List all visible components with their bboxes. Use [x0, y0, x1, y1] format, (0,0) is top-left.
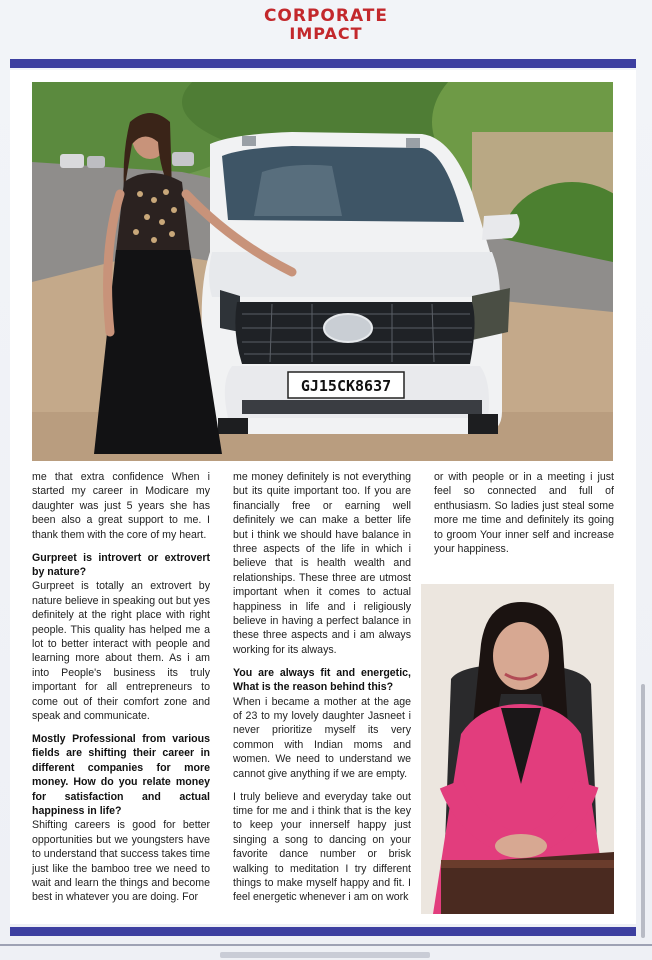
top-divider-bar	[10, 59, 636, 68]
footer-text-blurred	[220, 952, 430, 958]
answer-money: Shifting careers is good for better opportunities but we youngsters have to understand that success takes time just like the bamboo tree we need to wait and learn the things and become best in whatever you are doing. For	[32, 819, 210, 904]
hero-photo	[32, 82, 613, 461]
article-column-3	[434, 470, 614, 565]
masthead-line1: CORPORATE	[263, 6, 389, 26]
scrollbar[interactable]	[641, 684, 645, 938]
masthead-line2: IMPACT	[289, 23, 363, 43]
col1-paragraph: me that extra confidence When i started my career in Modicare my daughter was just 5 years she has been also a great support to me. I thank them with the core of my heart.	[32, 471, 210, 541]
question-introvert: Gurpreet is introvert or extrovert by nature?	[32, 551, 210, 578]
col2-closing-paragraph: I truly believe and everyday take out time for me and i think that is the key to keep your innerself happy just singing a song to dancing on your favorite dance number or brisk walking to meditation I try different things to make myself happy and fit. I feel energetic whenever i am on work	[233, 790, 411, 904]
portrait-photo	[421, 584, 614, 914]
col2-paragraph: me money definitely is not everything but its quite important too. If you are financially free or earning well definitely we can make a better life but i think we should have balance in three aspects of the life in which i believe that is health wealth and relationships. These three are utmost important when it comes to actual happiness in life and i religiously believe in having a perfect balance in these three aspects and i am always working for its always.	[233, 471, 411, 656]
license-plate-text: GJ15CK8637	[300, 377, 392, 395]
bottom-divider-bar	[10, 927, 636, 936]
masthead-logo	[0, 8, 652, 43]
bottom-hairline	[0, 944, 652, 946]
col3-paragraph: or with people or in a meeting i just feel so connected and full of enthusiasm. So ladies just steal some more me time and definitely its going to groom Your inner self and increase your happiness.	[434, 471, 614, 556]
question-money: Mostly Professional from various fields are shifting their career in different companies for more money. How do you relate money for satisfaction and actual happiness in life?	[32, 732, 210, 817]
article-column-1	[32, 470, 210, 913]
answer-fitness: When i became a mother at the age of 23 to my lovely daughter Jasneet i never prioritize myself its very common with Indian moms and women. We need to understand we cannot give anything if we are empty.	[233, 695, 411, 780]
answer-introvert: Gurpreet is totally an extrovert by nature believe in speaking out but yes definitely at the right place with right people. This quality has helped me a lot to better interact with people and learning more about them. As i am into People's business its truly important for all entrepreneurs to come out of their comfort zone and speak and communicate.	[32, 580, 210, 722]
article-column-2	[233, 470, 411, 913]
question-fitness: You are always fit and energetic, What is the reason behind this?	[233, 666, 411, 694]
